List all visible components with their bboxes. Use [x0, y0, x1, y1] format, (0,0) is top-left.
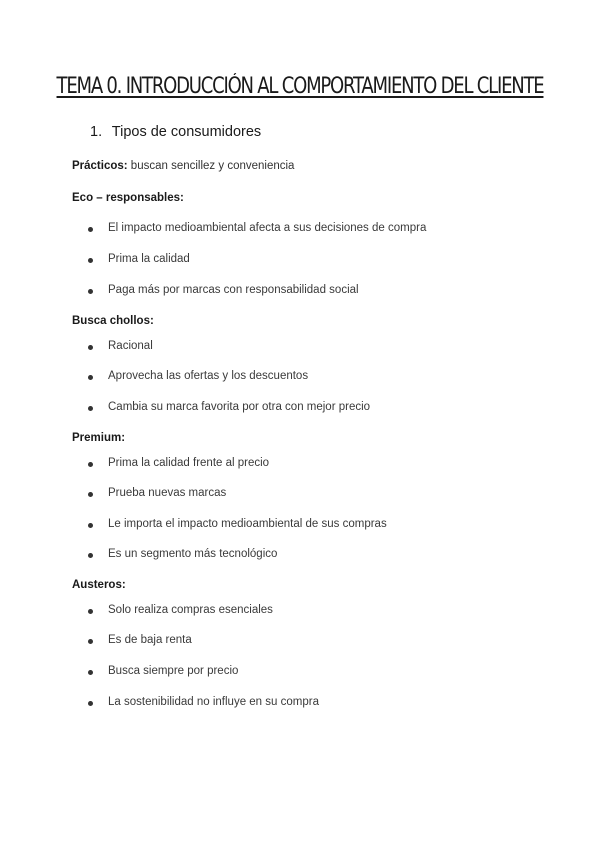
busca-chollos-heading: Busca chollos:	[72, 315, 154, 327]
bullet-dot	[88, 375, 93, 380]
practicos-line	[72, 160, 294, 172]
section-title: Tipos de consumidores	[111, 124, 262, 140]
practicos-label: Prácticos:	[72, 160, 128, 172]
bullet-dot	[88, 609, 93, 614]
bullet-dot	[88, 345, 93, 350]
austeros-heading: Austeros:	[72, 579, 126, 591]
bullet-dot	[88, 523, 93, 528]
section-heading	[90, 124, 261, 140]
list-item-text: Paga más por marcas con responsabilidad social	[108, 284, 359, 296]
eco-responsables-heading: Eco – responsables:	[72, 192, 184, 204]
bullet-dot	[88, 462, 93, 467]
list-item-text: Busca siempre por precio	[108, 665, 239, 677]
list-item-text: Prima la calidad frente al precio	[108, 457, 270, 469]
list-item-text: Prima la calidad	[108, 253, 190, 265]
document-title: TEMA 0. INTRODUCCIÓN AL COMPORTAMIENTO DEL CLIENTE	[56, 74, 544, 99]
section-number: 1.	[90, 124, 103, 140]
list-item-text: Aprovecha las ofertas y los descuentos	[108, 370, 309, 382]
bullet-dot	[88, 289, 93, 294]
list-item-text: Cambia su marca favorita por otra con mejor precio	[108, 401, 371, 413]
list-item-text: Es de baja renta	[108, 634, 192, 646]
bullet-dot	[88, 406, 93, 411]
list-item-text: El impacto medioambiental afecta a sus decisiones de compra	[108, 222, 427, 234]
bullet-dot	[88, 492, 93, 497]
list-item-text: Racional	[108, 340, 153, 352]
list-item-text: Solo realiza compras esenciales	[108, 604, 273, 616]
list-item-text: Le importa el impacto medioambiental de sus compras	[108, 518, 387, 530]
bullet-dot	[88, 639, 93, 644]
practicos-text: buscan sencillez y conveniencia	[127, 160, 295, 172]
bullet-dot	[88, 553, 93, 558]
bullet-dot	[88, 701, 93, 706]
bullet-dot	[88, 227, 93, 232]
bullet-dot	[88, 258, 93, 263]
list-item-text: Prueba nuevas marcas	[108, 487, 227, 499]
premium-heading: Premium:	[72, 432, 126, 444]
bullet-dot	[88, 670, 93, 675]
list-item-text: Es un segmento más tecnológico	[108, 548, 278, 560]
list-item-text: La sostenibilidad no influye en su compra	[108, 696, 319, 708]
